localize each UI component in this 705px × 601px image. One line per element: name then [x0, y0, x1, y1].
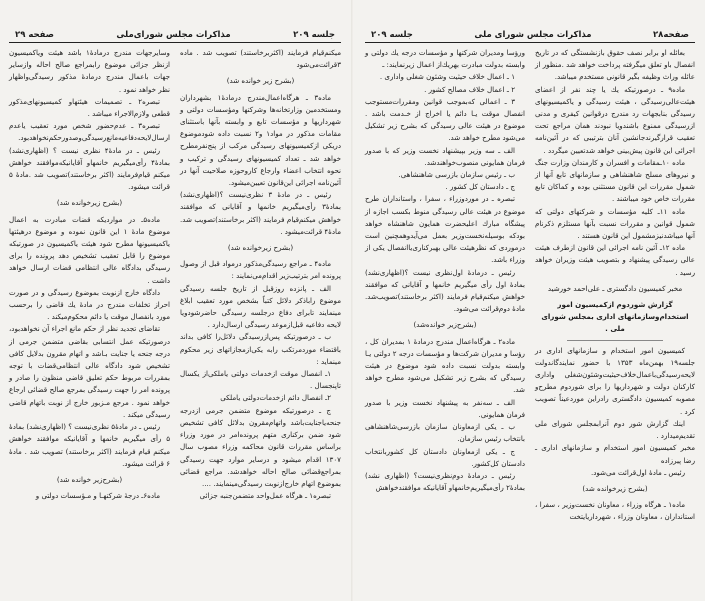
- article-12: ماده ۱۲ـ آئین نامه اجرائی این قانون ازطرف هیئت عالی رسیدگی پیشنهاد و بتصویب هیئت وزیران خواهد رسید .: [535, 243, 695, 277]
- rapporteur-signature: مخبر کمیسیون امور استخدام و سازمانهای اداری ـ رضا پیرزاده: [535, 443, 695, 465]
- paragraph: میکنم‌قیام فرمایند (اکثربرخاستند) تصویب شد . ماده ۳قرائت‌می‌شود: [180, 48, 341, 70]
- paragraph: ورؤسا ومدیران شرکتها و مؤسسات درجه یك دولتی و وابسته بدولت مبادرت بهریك‌از اعمال زیرنمایند: ـ: [365, 48, 525, 70]
- stage-note: (بشرح زیرخوانده شد): [582, 483, 648, 493]
- list-item: ۲ـ انفصال دائم ازخدمات‌دولتی یاملکی: [220, 393, 331, 403]
- running-head: [365, 30, 695, 43]
- paragraph: کمیسیون امور استخدام و سازمانهای اداری در جلسه۱۹ بهمن‌ماه ۱۳۵۳ با حضور نمایندگاندولت لایحه‌رسیدگی‌باعمال‌خلاف‌حیثیت‌وشئون‌شغلی واداری کارکنان دولت و شهرداریها را برای شوردوم مطرح‌و مصوبه کمیسیون دادگستری رادراین موردعیناً تصویب کرد .: [535, 345, 695, 416]
- stage-note: (بشرح‌زیر خوانده شد): [56, 474, 123, 484]
- list-item: ۳ ـ اعمالی که‌بموجب قوانین ومقررات‌مستوجب انفصال موقت یـا دائم یا اخراج از خـدمت باشد . موضوع در هیئت عالی رسیدگی که بشرح زیر تشکیل می‌شود مطرح خواهد شد.: [365, 96, 525, 143]
- list-item: ب ـ یکی ازمعاونان سازمان بازرسی‌شاهنشاهی بانتخاب رئیس سازمان.: [365, 422, 525, 444]
- paragraph: وسایرجهات مندرج درمادهٔ۱ باشد هیئت ویاکمیسیون ازنظر جزائی موضوع رابمراجع صالح احاله وازسایر جهات باعمال مندرج درمادهٔ مذکور رسیدگی‌واظهار نظر خواهد نمود .: [9, 48, 170, 94]
- article-4: ماده۴ ـ مراجع رسیدگی‌مذکور درمواد قبل از وصول پرونده امر بترتیب‌زیر اقدام‌می‌نمایند :: [180, 259, 341, 281]
- list-item: ۱ ـ اعمال خلاف حیثیت وشئون شغلی واداری .: [379, 72, 515, 82]
- page-29: [1, 0, 353, 601]
- article-3: ماده۳ ـ هرگاه‌اعمال‌مندرج درمادهٔ۱ بشهرداران ومستخدمین وزارتخانه‌ها وشرکتها ومؤسسات دولتی و شهرداریها و مؤسسات تابع و وابسته بآنها باستثنای مقامات مذکور در مواد۱ و۲ نسبت داده شودموضوع دریکی ازکمیسیونهای رسیدگی مرکب از پنج‌نفرمطرح خواهد شد ـ تعداد کمیسیونهای رسیدگی و ترکیب و نحوه انتخاب اعضاء وارجاع کاروحوزه صلاحیت آنها در آئین‌نامه اجرائی این‌قانون تعیین‌میشود.: [180, 92, 341, 188]
- list-item: ج ـ درصورتیکه موضوع متضمن جرمی ازدرجه جنحه‌یاجنایت‌باشد واتهام‌مقرون بدلائل کافی تشخیص شود ضمن برکناری متهم پرونده‌امر در مورد وزراء براساس مقررات قانون محاکمه وزراء مصوب سال ۱۳۰۷ اقدام میشود و درسایر موارد جهت رسیدگی بمراجع‌قضائی صالح احاله خواهدشد. مراجع قضائی بموضوع اتهام خارج‌ازنوبت رسیدگی‌مینمایند. ....: [180, 405, 341, 488]
- page-28: [353, 0, 705, 601]
- list-item: ج ـ یکی ازمعاونان دادستان کل کشوربانتخاب دادستان کل‌کشور.: [365, 446, 525, 468]
- paragraph: تقاضای تجدید نظر از حکم مانع اجراء آن نخواهدبود، درصورتیکه عمل انتسابی بقاضی متضمن جرمی از درجه جنحه یا جنایت بـاشد و اتهام مقرون بدلایل کافی تشخیص شود دادگاه عالی انتظامی‌قضات با توجه بمقررات مربوط حکم تعلیق قاضی منظون را صادر و پرونده امر را جهت رسیدگی بمرجع صالح قضائی ارجاع خواهد نمود . مرجع مـزبور خارج از نوبت باتهام قاضی رسیدگی میکند .: [9, 324, 170, 419]
- list-item: ب ـ درصورتیکه پس‌ازرسیدگی دلائل‌را کافی بداند باقتضاء موردمرتکب رابه یکی‌ازمجازاتهای زیر محکوم مینماید :: [180, 332, 341, 366]
- stage-note: (بشرح زیرخوانده شد): [56, 198, 123, 208]
- column-right: [535, 47, 695, 524]
- list-item: الف ـ سه وزیر بپیشنهاد نخست وزیر که با صدور فرمان همایونی منصوب‌خواهندشد.: [365, 145, 525, 167]
- article-9: ماده۹ ـ درصورتیکه یك یا چند نفر از اعضای هیئت‌عالی‌رسیدگی ، هیئت رسیدگی و یاکمیسیونهای رسیدگی بنابجهات رد مندرج درقوانین کیفری و مدنی ازرسیدگی ممنوع باشندویا نبودند همان مراجع تحت تعقیب قرارگیرندجانشین آنان بترتیبی که در آئین‌نامه اجرائی این قانون پیش‌بینی خواهد شدتعیین میگردد .: [535, 84, 695, 155]
- column-left: [9, 47, 170, 502]
- running-title: مذاکرات مجلس شورای‌ملی: [116, 30, 231, 40]
- stage-note: (بشرح‌زیر خوانده‌شد): [413, 320, 477, 330]
- page-number: صفحه ۲۹: [15, 30, 54, 40]
- text-columns: [365, 47, 695, 524]
- paragraph: اینك گزارش شور دوم آنرابمجلس شورای ملی تقدیم‌میدارد .: [535, 418, 695, 441]
- session-number: جلسه ۲۰۹: [371, 30, 413, 40]
- note-2: تبصره۲ ـ تصمیمات هیئتهاو کمیسیونهای‌مذکور قطعی ولازم‌الاجراء میباشد .: [9, 96, 170, 119]
- stage-note: (بشرح زیر خوانده شد): [226, 76, 295, 86]
- note: تبصره ـ در موردوزراء ، سفرا ، واستانداران طرح موضوع در هیئت عالی رسیدگی منوط بکسب اجازه از پیشگاه مبارك اعلیحضرت همایون شاهنشاه خواهد بودکه بوسیله‌نخست‌وزیر بعمل می‌آیدوهمچنین است درموردی که نظرهیئت عالی بهبرکناری‌یاانفصال یکی از وزراء باشد.: [365, 194, 525, 265]
- page-gutter: [351, 0, 354, 601]
- list-item: ب ـ رئیس سازمان بازرسی شاهنشاهی.: [398, 170, 515, 180]
- list-item: ۱ـ انفصال موقت ازخدمات دولتی یاملکی‌از یکسال تاپنجسال .: [180, 369, 341, 391]
- rapporteur-signature: مخبر کمیسیون دادگستری ـ علی‌احمد خورشید: [547, 283, 683, 293]
- note-3: تبصره۳ ـ عدم‌حضور شخص مورد تعقیب یاعدم ارسال‌لایحه‌دفاعیه‌مانع‌رسیدگی‌وصدورحکم‌نخواهدبود.: [9, 121, 170, 143]
- speaker-line: رئیس ـ در مادهٔ ۳ نظری‌نیست ؟(اظهاری‌نشد) بمادهٔ۳ رأی‌میگیریم خانمها و آقایانی که موافقند خواهش میکنم‌قیام فرمایند (اکثر برخاستند)تصویب شد. مادهٔ۴ قرائت‌میشود .: [180, 190, 341, 236]
- speaker-line: رئیس ـ در مادهٔ۴ نظری نیست ؟ (اظهاری‌نشد) بمادهٔ۴ رأی‌میگیریم خانمهاو آقایانیکه‌موافقند خواهش میکنم قیام‌فرمایند (اکثر برخاستند)تصویب شد .مادهٔ ۵ قرائت میشود.: [9, 145, 170, 192]
- list-item: ۲ ـ اعمال خلاف مصالح کشور .: [424, 84, 515, 94]
- article-1: ماده۱ ـ هرگاه وزراء ، معاونان نخست‌وزیر ، سفرا ، استانداران ، معاونان وزراء ، شهرداریایتخت: [535, 500, 695, 522]
- list-item: ج ـ دادستان کل کشور .: [445, 182, 515, 192]
- session-number: جلسه ۲۰۹: [293, 30, 335, 40]
- paragraph: دادگاه خارج ازنوبت بموضوع رسیدگی و در صورت احراز تخلفات مندرج در مادهٔ یك قاضی را برحسب مورد بانفصال موقت یا دائم محکوم‌میکند .: [9, 287, 170, 322]
- divider: [567, 340, 663, 341]
- page-number: صفحه۲۸: [652, 30, 689, 40]
- speaker-line: رئیس ـ مادهٔ اول‌قرائت می‌شود.: [590, 467, 685, 477]
- speaker-line: رئیس ـ در مادهٔ۵ نظری‌نیست ؟ (اظهاری‌نشد) بمادهٔ ۵ رأی میگیریم خانمها و آقایانیکه موافقند خواهش میکنم قیام فرمایند (اکثر برخاستند) تصویب شد . مادهٔ ۶ قرائت میشود.: [9, 422, 170, 468]
- running-title: مذاکرات مجلس شورای ملی: [474, 30, 592, 40]
- article-6: ماده۶ـ درجهٔ شرکتهـا و مـؤسسات دولتی و: [35, 491, 160, 501]
- article-2: ماده۲ ـ هرگاه‌اعمال مندرج درمادهٔ ۱ بمدیران کل ، رؤسا و مدیران شرکت‌ها و مؤسسات درجه ۲ دولتی یـا وابسته بدولت نسبت داده شود موضوع در هیئت رسیدگی که بشرح زیر تشکیل می‌شود مطرح خواهد شد.: [365, 336, 525, 395]
- text-columns: [9, 47, 341, 502]
- stage-note: (بشرح زیرخوانده شد): [227, 243, 294, 253]
- list-item: الف ـ پانزده روزقبل از تاریخ جلسه رسیدگی موضوع رابا‌ذکر دلائل کتباً بشخص مورد تعقیب ابلاغ مینمایند تابرای دفاع درجلسه رسیدگی حاضرشودویا لایحه دفاعیه قبل‌ازموعد رسیدگی ارسال‌دارد .: [180, 283, 341, 330]
- column-left: [365, 47, 525, 524]
- running-head: [9, 30, 341, 43]
- speaker-line: رئیس ـ درمادهٔ دوم‌نظری‌نیست؟ (اظهاری نشد) بمادهٔ۲ رأی‌میگیریم‌خانمهاو آقایانیکه موافقندخواهش: [365, 470, 525, 493]
- paragraph: بعائله او برابر نصف حقوق بازنشستگی که در تاریخ انفصال باو تعلق میگرفته پرداخت خواهد شد .منظور از عائله وراث وظیفه بگیر قانونی مستخدم میباشد.: [535, 48, 695, 82]
- note-1: تبصره۱ ـ هرگاه عمل‌واحد متضمن‌جنبه جزائی: [199, 491, 331, 501]
- article-11: ماده ۱۱ـ کلیه مؤسسات و شرکتهای دولتی که شمول قوانین و مقررات نسبت بآنها مستلزم ذکرنام آنها میباشدنیزمشمول این قانون هستند .: [535, 206, 695, 241]
- report-heading: گزارش شوردوم ازکمیسیون امور استخدام‌وسازمانهای اداری بمجلس شورای ملی .: [541, 300, 689, 334]
- list-item: الف ـ سه‌نفر به پیشنهاد نخست وزیر با صدور فرمان همایونی.: [365, 397, 525, 419]
- column-right: [180, 47, 341, 502]
- article-10: ماده ۱۰ـمقامات و افسران و کارمندان وزارت جنگ و نیروهای مسلح شاهنشاهی و سازمانهای تابع آنها از شمول مقررات این قانون مستثنی بوده و کماکان تابع مقررات خاص خود میباشند .: [535, 157, 695, 204]
- article-5: ماده۵ـ در مواردیکه قضات مبادرت به اعمال موضوع مادهٔ ۱ این قانون نموده و موضوع درهیئتها یاکمیسیونها مطرح شود هیئت یاکمیسیون در صورتیکه موضوع را قابل تعقیب تشخیص دهد پرونده را برای رسیدگی بدادگاه عالی انتظامی قضات ارسال خواهد داشت .: [9, 214, 170, 285]
- speaker-line: رئیس ـ درمادهٔ اول‌نظری نیست ؟(اظهاری‌نشد) بمادهٔ اول رأی میگیریم خانمها و آقایانی که موافقند خواهش میکنم‌قیام فرمایند (اکثر برخاستند)تصویب‌شد. مادهٔ دوم‌قرائت می‌شود.: [365, 267, 525, 314]
